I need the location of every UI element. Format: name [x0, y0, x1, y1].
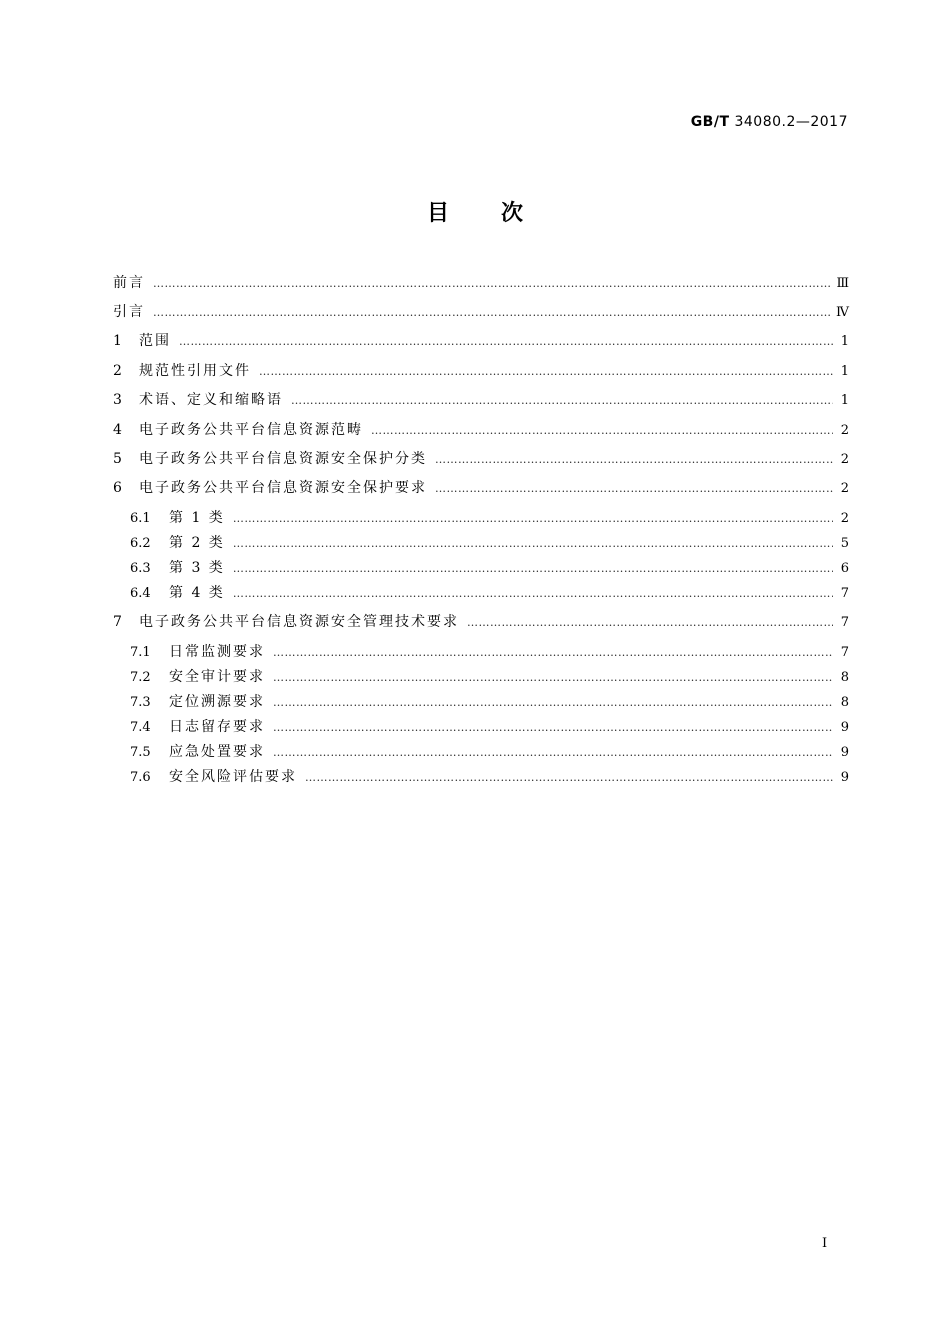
toc-entry-label: 安全风险评估要求	[169, 769, 297, 785]
toc-entry-page: 2	[840, 423, 849, 438]
toc-entry-number: 7.4	[130, 720, 151, 735]
standard-code: GB/T	[690, 114, 730, 130]
toc-entry-number: 7.1	[130, 645, 151, 660]
toc-entry[interactable]	[113, 583, 849, 604]
toc-leader-dots	[435, 479, 833, 499]
toc-entry-number: 6.2	[130, 536, 151, 551]
toc-entry-number: 2	[113, 363, 122, 379]
toc-entry-label: 前言	[113, 275, 145, 291]
toc-leader-dots	[233, 534, 833, 554]
toc-leader-dots	[153, 274, 830, 294]
toc-entry-label: 范围	[139, 333, 171, 349]
toc-entry-page: 9	[840, 745, 849, 760]
toc-entry-number: 7.3	[130, 695, 151, 710]
toc-entry-page: 9	[840, 720, 849, 735]
toc-entry-page: 1	[840, 364, 849, 379]
toc-leader-dots	[233, 559, 833, 579]
toc-entry-label: 定位溯源要求	[169, 694, 265, 710]
toc-entry-number: 7.2	[130, 670, 151, 685]
toc-entry[interactable]	[113, 478, 849, 499]
toc-leader-dots	[273, 643, 833, 663]
toc-entry[interactable]	[113, 533, 849, 554]
toc-leader-dots	[305, 768, 833, 788]
toc-entry-label: 规范性引用文件	[139, 363, 251, 379]
toc-entry-page: 1	[840, 334, 849, 349]
toc-entry-number: 7.6	[130, 770, 151, 785]
toc-entry-label: 日志留存要求	[169, 719, 265, 735]
toc-entry[interactable]	[113, 420, 849, 441]
toc-entry-label: 第 2 类	[169, 535, 225, 551]
toc-entry-number: 3	[113, 392, 122, 408]
toc-entry[interactable]	[113, 331, 849, 352]
toc-entry[interactable]	[113, 361, 849, 382]
toc-entry-page: 7	[840, 586, 849, 601]
toc-entry-label: 电子政务公共平台信息资源范畴	[139, 422, 363, 438]
toc-entry-page: Ⅳ	[836, 305, 849, 320]
toc-entry-number: 6.3	[130, 561, 151, 576]
toc-entry-label: 第 3 类	[169, 560, 225, 576]
toc-entry-number: 1	[113, 333, 122, 349]
toc-entry[interactable]	[113, 642, 849, 663]
toc-leader-dots	[233, 509, 833, 529]
toc-entry-page: 6	[840, 561, 849, 576]
toc-entry[interactable]	[113, 558, 849, 579]
toc-entry-label: 术语、定义和缩略语	[139, 392, 283, 408]
toc-leader-dots	[273, 693, 833, 713]
toc-entry-page: 2	[840, 511, 849, 526]
toc-entry[interactable]	[113, 767, 849, 788]
toc-entry-label: 第 4 类	[169, 585, 225, 601]
toc-entry[interactable]	[113, 742, 849, 763]
toc-entry-page: Ⅲ	[836, 276, 849, 291]
toc-entry-number: 7	[113, 614, 122, 630]
toc-leader-dots	[273, 743, 833, 763]
toc-entry-label: 第 1 类	[169, 510, 225, 526]
toc-entry-page: 8	[840, 670, 849, 685]
standard-number	[691, 114, 848, 130]
toc-entry-label: 引言	[113, 304, 145, 320]
toc-entry-label: 日常监测要求	[169, 644, 265, 660]
toc-leader-dots	[273, 718, 833, 738]
toc-entry[interactable]	[113, 273, 849, 294]
toc-entry-page: 5	[840, 536, 849, 551]
toc-entry-page: 1	[840, 393, 849, 408]
page-title: 目次	[426, 201, 575, 226]
toc-entry-page: 8	[840, 695, 849, 710]
toc-entry[interactable]	[113, 692, 849, 713]
toc-leader-dots	[259, 362, 833, 382]
toc-leader-dots	[435, 450, 833, 470]
toc-entry-number: 5	[113, 451, 122, 467]
toc-leader-dots	[179, 332, 833, 352]
page-number: I	[822, 1236, 828, 1251]
toc-entry-label: 电子政务公共平台信息资源安全保护分类	[139, 451, 427, 467]
toc-entry-number: 4	[113, 422, 122, 438]
toc-entry-label: 电子政务公共平台信息资源安全管理技术要求	[139, 614, 459, 630]
toc-entry[interactable]	[113, 390, 849, 411]
toc-leader-dots	[371, 421, 833, 441]
toc-leader-dots	[153, 303, 830, 323]
toc-entry[interactable]	[113, 717, 849, 738]
toc-entry-page: 2	[840, 481, 849, 496]
toc-leader-dots	[233, 584, 833, 604]
toc-entry-page: 7	[840, 615, 849, 630]
toc-entry-page: 7	[840, 645, 849, 660]
toc-entry-label: 安全审计要求	[169, 669, 265, 685]
toc-entry-page: 9	[840, 770, 849, 785]
standard-year: 34080.2—2017	[734, 114, 848, 130]
toc-entry[interactable]	[113, 667, 849, 688]
toc-leader-dots	[291, 391, 833, 411]
toc-entry-number: 6.1	[130, 511, 151, 526]
toc-entry-number: 6	[113, 480, 122, 496]
toc-entry[interactable]	[113, 612, 849, 633]
toc-entry-label: 电子政务公共平台信息资源安全保护要求	[139, 480, 427, 496]
toc-entry-label: 应急处置要求	[169, 744, 265, 760]
toc-entry[interactable]	[113, 302, 849, 323]
toc-entry-number: 6.4	[130, 586, 151, 601]
toc-entry[interactable]	[113, 508, 849, 529]
toc-leader-dots	[467, 613, 833, 633]
toc-entry[interactable]	[113, 449, 849, 470]
toc-entry-number: 7.5	[130, 745, 151, 760]
toc-leader-dots	[273, 668, 833, 688]
toc-entry-page: 2	[840, 452, 849, 467]
